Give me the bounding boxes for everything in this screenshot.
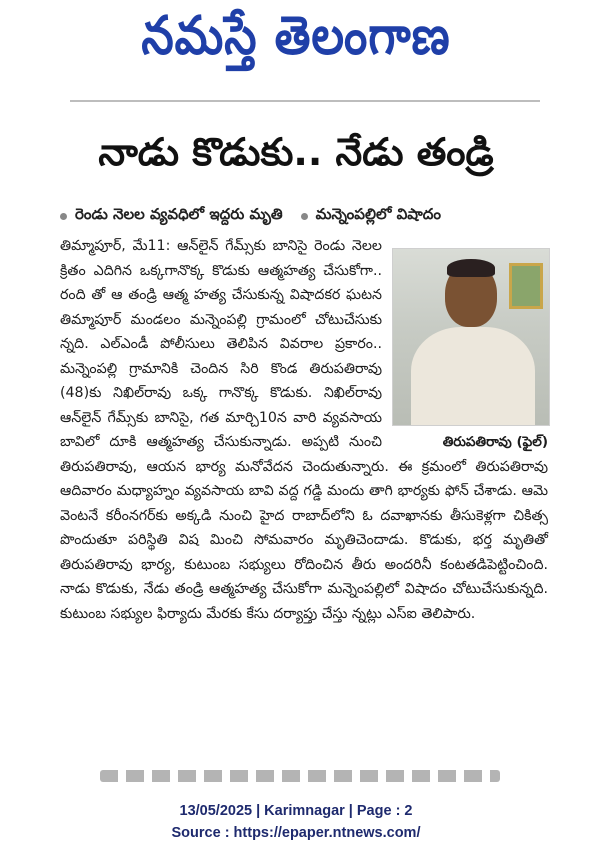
footer	[0, 800, 592, 844]
subhead-1	[60, 205, 283, 227]
footer-date-edition: 13/05/2025 | Karimnagar | Page : 2	[179, 803, 413, 819]
cut-off-next-line	[100, 770, 500, 782]
person-photo	[392, 248, 550, 426]
masthead	[0, 0, 592, 84]
bullet-icon	[301, 213, 308, 220]
article-paragraph: తిమ్మాపూర్, మే11: ఆన్‌లైన్ గేమ్స్‌కు బానిసై రెండు నెలల క్రితం ఎదిగిన ఒక్కగానొక్క కొడుకు ఆత్మహత్య చేసుకోగా.. రంది తో ఆ తండ్రి ఆత్మ హత్య చేసుకున్న విషాదకర ఘటన తిమ్మాపూర్ మండలం మన్నెంపల్లి గ్రామంలో చోటుచేసుకు న్నది. ఎల్‌ఎండీ పోలీసులు తెలిపిన వివరాల ప్రకారం.. మన్నెంపల్లి గ్రామానికి చెందిన సిరి కొండ తిరుపతిరావు (48)కు నిఖిల్‌రావు ఒక్క గానొక్క కొడుకు. నిఖిల్‌రావు ఆన్‌లైన్ గేమ్స్‌కు బానిసై, గత మార్చి10న వారి వ్యవసాయ బావిలో దూకి ఆత్మహత్య చేసుకున్నాడు. అప్పటి నుంచి తిరుపతిరావు, ఆయన భార్య మనోవేదన చెందుతున్నారు. ఈ క్రమంలో తిరుపతిరావు ఆదివారం మధ్యాహ్నం వ్యవసాయ బావి వద్ద గడ్డి మందు తాగి భార్యకు ఫోన్ చేశాడు. ఆమె వెంటనే కరీంనగర్‌కు అక్కడి నుంచి హైద రాబాద్‌లోని ఓ దవాఖానకు తీసుకెళ్లగా చికిత్స పొందుతూ పరిస్థితి విష మించి సోమవారం మృతిచెందాడు. కొడుకు, భర్త మృతితో తిరుపతిరావు భార్య, కుటుంబ సభ్యులు రోదించిన తీరు అందరినీ కంటతడిపెట్టించింది. నాడు కొడుకు, నేడు తండ్రి ఆత్మహత్య చేసుకోగా మన్నెంపల్లిలో విషాదం చోటుచేసుకున్నది. కుటుంబ సభ్యుల ఫిర్యాదు మేరకు కేసు దర్యాప్తు చేస్తు న్నట్లు ఎస్ఐ తెలిపారు.	[60, 238, 548, 622]
wall-frame-icon	[509, 263, 543, 309]
subheads	[60, 204, 540, 228]
subhead-2-text: మన్నెంపల్లిలో విషాదం	[315, 205, 441, 223]
photo-box	[392, 248, 548, 448]
photo-hair	[447, 259, 495, 277]
divider	[70, 100, 540, 102]
article-body	[60, 234, 548, 626]
headline-text: నాడు కొడుకు.. నేడు తండ్రి	[98, 130, 494, 174]
subhead-2	[301, 205, 441, 227]
photo-caption: తిరుపతిరావు (ఫైల్)	[442, 434, 548, 450]
bullet-icon	[60, 213, 67, 220]
headline	[40, 124, 552, 190]
photo-torso	[411, 327, 535, 426]
subhead-1-text: రెండు నెలల వ్యవధిలో ఇద్దరు మృతి	[75, 205, 283, 223]
newspaper-logo: నమస్తే తెలంగాణ	[141, 4, 451, 67]
footer-source-link[interactable]: Source : https://epaper.ntnews.com/	[171, 825, 421, 841]
